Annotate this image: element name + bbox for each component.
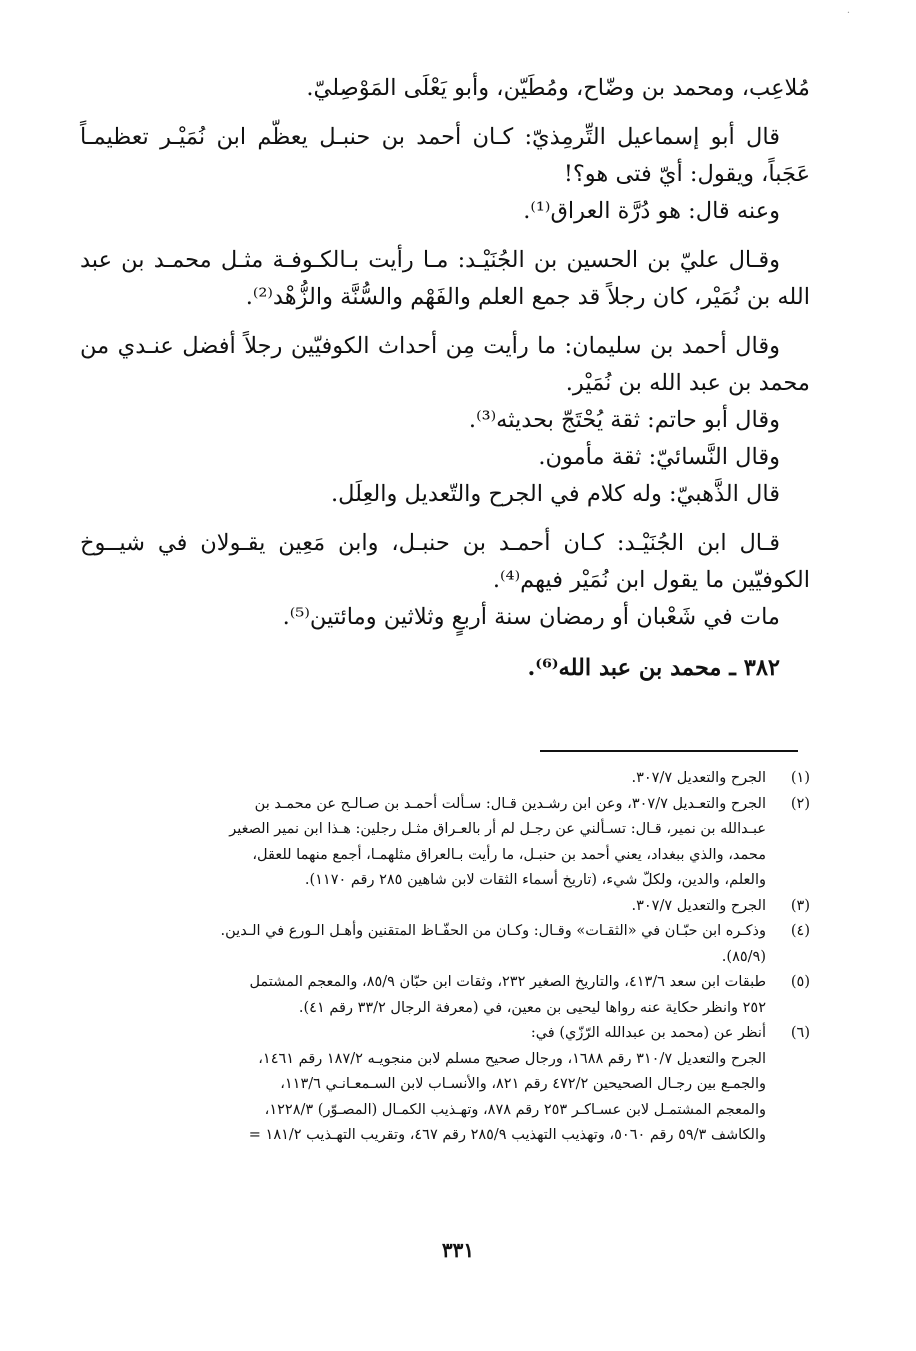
paragraph-10: مات في شَعْبان أو رمضان سنة أربعٍ وثلاثين ومائتين⁽⁵⁾. xyxy=(282,604,780,630)
corner-mark: · xyxy=(846,8,850,19)
footnote-line: ٢٥٢ وانظر حكاية عنه رواها ليحيى بن معين، في (معرفة الرجال ٣٣/٢ رقم ٤١). xyxy=(298,999,766,1016)
paragraph-2: قال أبو إسماعيل التِّرمِذيّ: كـان أحمد بن حنبـل يعظّم ابن نُمَيْـر تعظيمـاً عَجَباً، ويقول: أيّ فتى هو؟! xyxy=(80,124,810,187)
entry-title: ٣٨٢ ـ محمد بن عبد الله⁽⁶⁾. xyxy=(527,655,780,681)
footnote xyxy=(80,792,810,894)
footnote-number: (٤) xyxy=(790,923,810,939)
footnote-separator xyxy=(540,750,798,752)
footnote-line: أنظر عن (محمد بن عبدالله الرّزّي) في: xyxy=(530,1025,766,1041)
footnote-number: (٥) xyxy=(790,974,810,990)
page-number: ٣٣١ xyxy=(441,1238,475,1262)
paragraph-4: وقـال عليّ بن الحسين بن الجُنَيْـد: مـا رأيت بـالكـوفـة مثـل محمـد بن عبد الله بن نُمَيْر، كان رجلاً قد جمع العلم والفَهْم والسُّنَّة والزُّهْد⁽²⁾. xyxy=(80,247,810,310)
paragraph-8: قال الذَّهبيّ: وله كلام في الجرح والتّعديل والعِلَل. xyxy=(330,481,780,507)
footnote-line: والكاشف ٥٩/٣ رقم ٥٠٦٠، وتهذيب التهذيب ٢٨٥/٩ رقم ٤٦٧، وتقريب التهـذيب ١٨١/٢ = xyxy=(248,1127,766,1143)
footnote-text xyxy=(80,792,766,894)
paragraph-7: وقال النَّسائيّ: ثقة مأمون. xyxy=(538,444,780,470)
footnote xyxy=(80,894,810,920)
main-text xyxy=(80,70,810,687)
footnote xyxy=(80,766,810,792)
paragraph-1: مُلاعِب، ومحمد بن وضّاح، ومُطَيّن، وأبو يَعْلَى المَوْصِليّ. xyxy=(306,75,810,101)
footnote-text xyxy=(80,1021,766,1149)
paragraph-3: وعنه قال: هو دُرَّة العراق⁽¹⁾. xyxy=(523,198,780,224)
footnote-text xyxy=(80,919,766,970)
footnote xyxy=(80,919,810,970)
paragraph-6: وقال أبو حاتم: ثقة يُحْتَجّ بحديثه⁽³⁾. xyxy=(468,407,780,433)
footnote-number: (٢) xyxy=(790,795,810,812)
paragraph-9: قـال ابن الجُنَيْـد: كـان أحمـد بن حنبـل، وابن مَعِين يقـولان في شيــوخ الكوفيّين ما يقول ابن نُمَيْر فيهم⁽⁴⁾. xyxy=(80,530,810,593)
footnote-line: والجمـع بين رجـال الصحيحين ٤٧٢/٢ رقم ٨٢١، والأنسـاب لابن السـمعـانـي ١١٣/٦، xyxy=(280,1076,766,1092)
paragraph-5: وقال أحمد بن سليمان: ما رأيت مِن أحداث الكوفيّين رجلاً أفضل عنـدي من محمد بن عبد الله بن نُمَيْر. xyxy=(80,333,810,396)
footnote-line: الجرح والتعديل ٣٠٧/٧. xyxy=(631,770,766,786)
footnote-number: (٦) xyxy=(790,1025,810,1041)
footnote xyxy=(80,1021,810,1149)
footnote-line: الجرح والتعـديل ٣٠٧/٧، وعن ابن رشـدين قـال: سـألت أحمـد بن صـالـح عن محمـد بن xyxy=(254,795,766,812)
footnote-line: الجرح والتعديل ٣٠٧/٧. xyxy=(631,897,766,914)
footnote-line: محمد، والذي ببغداد، يعني أحمد بن حنبـل، ما رأيت بـالعراق مثلهمـا، أجمع منهما للعقل، xyxy=(252,846,766,863)
footnote-text xyxy=(80,766,766,792)
footnote-number: (١) xyxy=(790,770,810,786)
footnote-line: الجرح والتعديل ٣١٠/٧ رقم ١٦٨٨، ورجال صحيح مسلم لابن منجويـه ١٨٧/٢ رقم ١٤٦١، xyxy=(258,1050,766,1067)
footnote-text xyxy=(80,894,766,920)
footnote-line: طبقات ابن سعد ٤١٣/٦، والتاريخ الصغير ٢٣٢، وثقات ابن حبّان ٨٥/٩، والمعجم المشتمل xyxy=(249,974,766,990)
footnote-line: عبـدالله بن نمير، قـال: تسـألني عن رجـل لم أر بالعـراق مثـل رجلين: هـذا ابن نمير الصغير xyxy=(229,821,766,837)
footnote-line: (٨٥/٩). xyxy=(721,948,766,965)
footnote-line: وذكـره ابن حبّـان في «الثقـات» وقـال: وكـان من الحفّـاظ المتقنين وأهـل الـورع في الـدين. xyxy=(220,923,766,939)
footnote-text xyxy=(80,970,766,1021)
footnote-line: والمعجم المشتمـل لابن عسـاكـر ٢٥٣ رقم ٨٧٨، وتهـذيب الكمـال (المصـوّر) ١٢٢٨/٣، xyxy=(264,1101,766,1118)
footnotes xyxy=(80,766,810,1149)
footnote xyxy=(80,970,810,1021)
footnote-line: والعلم، والدين، ولكلّ شيء، (تاريخ أسماء الثقات لابن شاهين ٢٨٥ رقم ١١٧٠). xyxy=(304,872,766,888)
footnote-number: (٣) xyxy=(790,897,810,914)
